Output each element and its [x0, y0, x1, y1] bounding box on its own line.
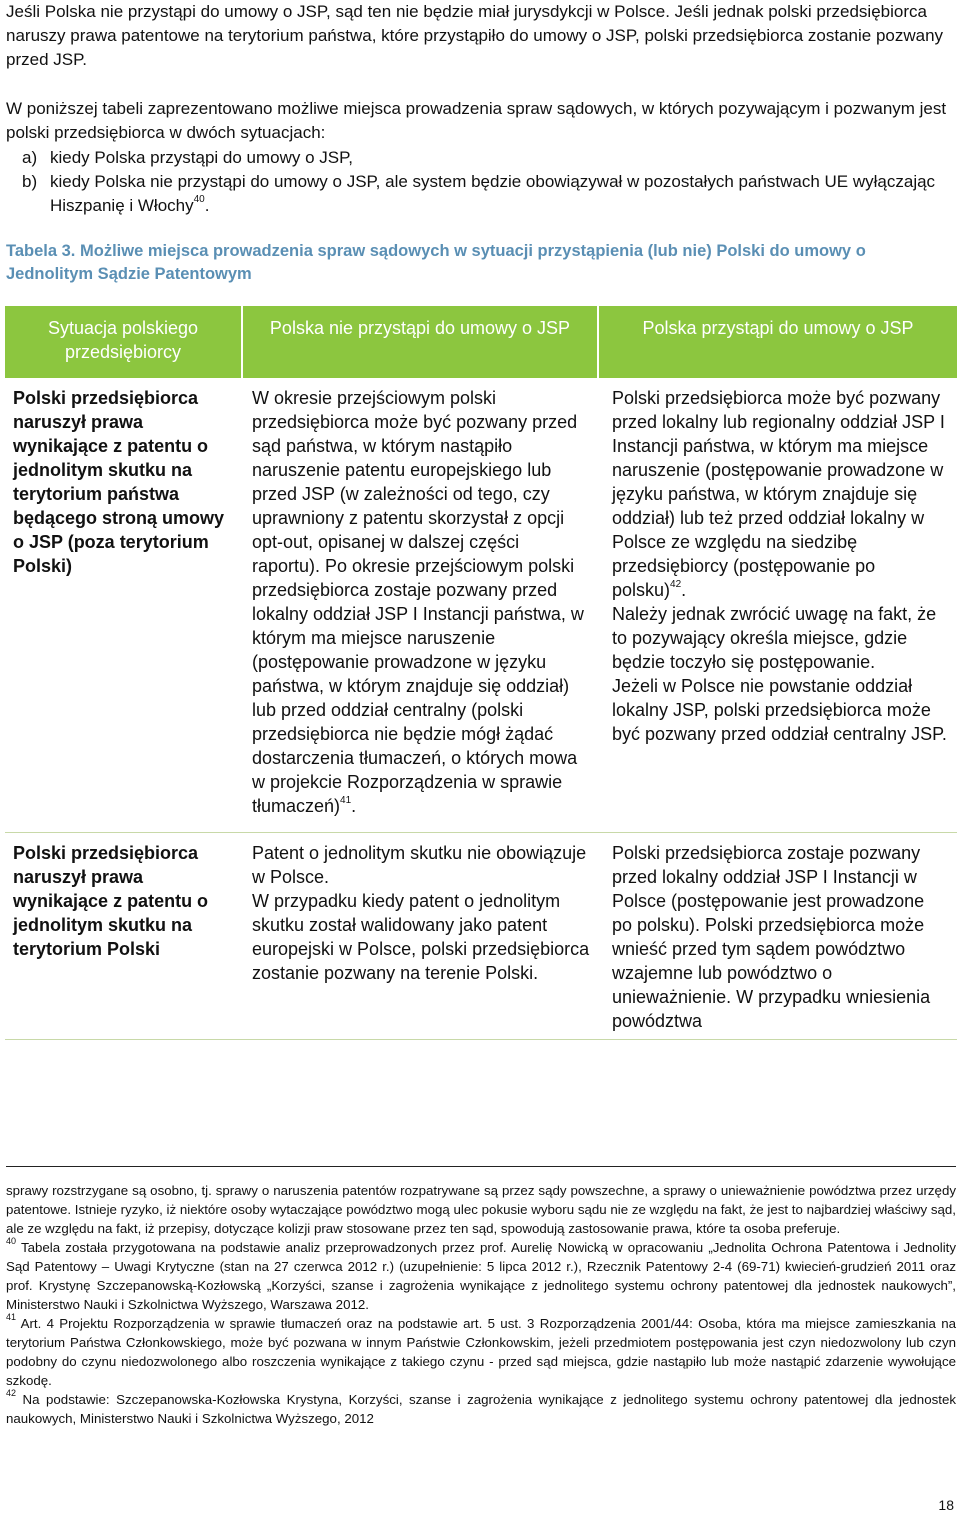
- table-row: [5, 378, 957, 833]
- list-item-label: b): [22, 172, 38, 191]
- footnote: [6, 1235, 956, 1314]
- header-situation: Sytuacja polskiego przedsiębiorcy: [5, 306, 242, 378]
- footnote-text: Na podstawie: Szczepanowska-Kozłowska Krystyna, Korzyści, szanse i zagrożenia wynikające z jednolitego systemu ochrony patentowej dla jednostek naukowych, Ministerstwo Nauki i Szkolnictwa Wyższego, 2012: [6, 1392, 956, 1426]
- footnote-number: 41: [6, 1311, 17, 1322]
- header-join: Polska przystąpi do umowy o JSP: [598, 306, 957, 378]
- situation-list: [6, 146, 956, 218]
- list-item-body: kiedy Polska nie przystąpi do umowy o JSP, ale system będzie obowiązywał w pozostałych państwach UE wyłączając Hiszpanię i Włochy: [50, 172, 936, 215]
- cell-paragraph: Należy jednak zwrócić uwagę na fakt, że to pozywający określa miejsce, gdzie będzie toczyło się postępowanie.: [612, 604, 937, 672]
- caption-text: Możliwe miejsca prowadzenia spraw sądowych w sytuacji przystąpienia (lub nie) Polski do umowy o Jednolitym Sądzie Patentowym: [6, 242, 866, 283]
- footnote-divider: [6, 1166, 956, 1167]
- cell-join: Polski przedsiębiorca zostaje pozwany przed lokalny oddział JSP I Instancji w Polsce (postępowanie jest prowadzone po polsku). Polski przedsiębiorca może wnieść przed tym sądem powództwo wzajemne lub powództwo o unieważnienie. W przypadku wniesienia powództwa: [598, 833, 957, 1040]
- footnote-number: 42: [6, 1387, 17, 1398]
- cell-text-end: .: [351, 796, 357, 816]
- footnote-ref: 41: [340, 795, 352, 806]
- footnote-continuation: sprawy rozstrzygane są osobno, tj. sprawy o naruszenia patentów rozpatrywane są przez sądy powszechne, a sprawy o unieważnienie powództwa przez urzędy patentowe. Istnieje ryzyko, iż niektóre osoby wytaczające powództwo mogą ulec pokusie wyboru sądu nie ze względu na fakt, że jest to najbardziej właściwy sąd, ale ze względu na fakt, iż przepisy, dotyczące kolizji praw stosowane przez ten sąd, spowodują zastosowanie prawa, które ta osoba preferuje.: [6, 1183, 956, 1236]
- table-header-row: [5, 306, 957, 378]
- cell-text-end: .: [681, 580, 687, 600]
- footnote-number: 40: [6, 1235, 17, 1246]
- footnote: [6, 1311, 956, 1390]
- table-row: [5, 833, 957, 1040]
- cell-paragraph: Patent o jednolitym skutku nie obowiązuje w Polsce.: [252, 843, 587, 887]
- cell-text: Polski przedsiębiorca może być pozwany przed lokalny lub regionalny oddział JSP I Instancji państwa, w którym ma miejsce naruszenie (postępowanie prowadzone w języku państwa, w którym znajduje się oddział) lub też przed oddział lokalny w Polsce ze względu na siedzibę przedsiębiorcy (postępowanie po polsku): [612, 388, 945, 600]
- litigation-table: [5, 306, 957, 1040]
- list-item-end: .: [204, 196, 210, 215]
- intro-paragraph: Jeśli Polska nie przystąpi do umowy o JSP, sąd ten nie będzie miał jurysdykcji w Polsce. Jeśli jednak polski przedsiębiorca naruszy prawa patentowe na terytorium państwa, które przystąpiło do umowy o JSP, polski przedsiębiorca zostanie pozwany przed JSP.: [6, 2, 944, 69]
- list-item-text: kiedy Polska przystąpi do umowy o JSP,: [50, 148, 353, 167]
- page-number: 18: [938, 1497, 954, 1513]
- cell-paragraph: [612, 386, 949, 602]
- list-item: [6, 146, 956, 170]
- cell-situation: Polski przedsiębiorca naruszył prawa wynikające z patentu o jednolitym skutku na terytorium państwa będącego stroną umowy o JSP (poza terytorium Polski): [5, 378, 242, 833]
- footnote-ref: 40: [193, 194, 205, 206]
- cell-situation: Polski przedsiębiorca naruszył prawa wynikające z patentu o jednolitym skutku na terytorium Polski: [5, 833, 242, 1040]
- cell-not-join: [242, 833, 598, 1040]
- cell-paragraph: W przypadku kiedy patent o jednolitym skutku został walidowany jako patent europejski w Polsce, polski przedsiębiorca zostanie pozwany na terenie Polski.: [252, 891, 590, 983]
- header-not-join: Polska nie przystąpi do umowy o JSP: [242, 306, 598, 378]
- footnote: [6, 1387, 956, 1428]
- footnote-text: Art. 4 Projektu Rozporządzenia w sprawie tłumaczeń oraz na podstawie art. 5 ust. 3 Rozporządzenia 2001/44: Osoba, która ma miejsce zamieszkania na terytorium Państwa Członkowskiego, może być pozwana w innym Państwie Członkowskim, jeżeli przedmiotem postępowania jest czyn niedozwolony lub czyn podobny do czynu niedozwolonego albo roszczenia wynikające z takiego czynu - przed sąd miejsca, gdzie nastąpiło lub może nastąpić zdarzenie wywołujące szkodę.: [6, 1316, 956, 1388]
- cell-not-join: [242, 378, 598, 833]
- footnote-text: Tabela została przygotowana na podstawie analiz przeprowadzonych przez prof. Aurelię Nowicką w opracowaniu „Jednolita Ochrona Patentowa i Jednolity Sąd Patentowy – Uwagi Krytyczne (stan na 27 czerwca 2012 r.) (uzupełnienie: 5 lipca 2012 r.), Rzecznik Patentowy 2-4 (69-71) kwiecień-grudzień 2011 oraz prof. Krystynę Szczepanowską-Kozłowską „Korzyści, szanse i zagrożenia wynikające z jednolitego systemu ochrony patentowej dla jednostek naukowych”, Ministerstwo Nauki i Szkolnictwa Wyższego, Warszawa 2012.: [6, 1240, 956, 1312]
- lead-paragraph: W poniższej tabeli zaprezentowano możliwe miejsca prowadzenia spraw sądowych, w których pozywającym i pozwanym jest polski przedsiębiorca w dwóch sytuacjach:: [6, 99, 947, 142]
- cell-paragraph: Jeżeli w Polsce nie powstanie oddział lokalny JSP, polski przedsiębiorca może być pozwany przed oddział centralny JSP.: [612, 676, 947, 744]
- cell-text: W okresie przejściowym polski przedsiębiorca może być pozwany przed sąd państwa, w którym nastąpiło naruszenie patentu europejskiego lub przed JSP (w zależności od tego, czy uprawniony z patentu skorzystał z opcji opt-out, opisanej w dalszej części raportu). Po okresie przejściowym polski przedsiębiorca zostaje pozwany przed lokalny oddział JSP I Instancji państwa, w którym ma miejsce naruszenie (postępowanie prowadzone w języku państwa, w którym znajduje się oddział) lub przed oddział centralny (polski przedsiębiorca nie będzie mógł żądać dostarczenia tłumaczeń, o których mowa w projekcie Rozporządzenia w sprawie tłumaczeń): [252, 388, 584, 816]
- caption-label: Tabela 3.: [6, 242, 76, 260]
- list-item-text: [50, 170, 956, 218]
- footnotes: [6, 1181, 956, 1428]
- list-item-label: a): [22, 148, 38, 167]
- list-item: [6, 170, 956, 218]
- cell-join: [598, 378, 957, 833]
- table-caption: [6, 240, 956, 286]
- footnote-ref: 42: [670, 579, 682, 590]
